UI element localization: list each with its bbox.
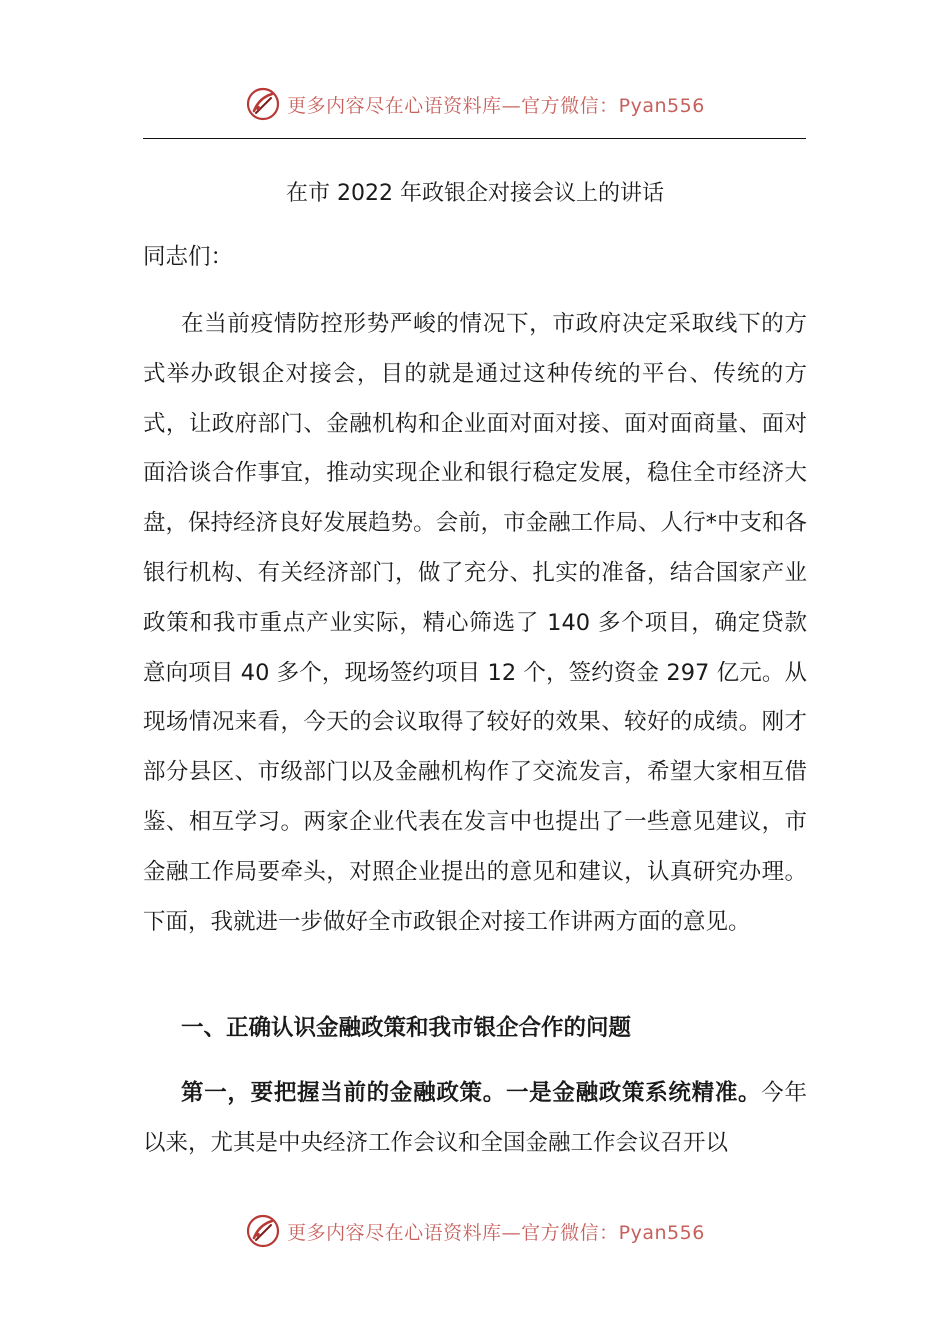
- header-divider: [143, 138, 806, 139]
- banner-wechat-id: Pyan556: [618, 1221, 705, 1244]
- paragraph-2-lead: 第一，要把握当前的金融政策。一是金融政策系统精准。: [181, 1080, 762, 1106]
- salutation: 同志们：: [143, 244, 234, 270]
- paragraph-2-body: 今年以来，尤其是中央经济工作会议和全国金融工作会议召开以: [143, 1080, 807, 1156]
- pen-logo-icon: [245, 86, 281, 122]
- footer-banner: [0, 1207, 950, 1255]
- banner-wechat-id: Pyan556: [618, 94, 705, 117]
- document-title: 在市 2022 年政银企对接会议上的讲话: [286, 181, 664, 206]
- header-banner: [0, 80, 950, 128]
- banner-slogan: 更多内容尽在心语资料库—官方微信：: [287, 1221, 619, 1244]
- banner-text: [287, 1218, 705, 1245]
- paragraph-1: 在当前疫情防控形势严峻的情况下，市政府决定采取线下的方式举办政银企对接会，目的就是通过这种传统的平台、传统的方式，让政府部门、金融机构和企业面对面对接、面对面商量、面对面洽谈合作事宜，推动实现企业和银行稳定发展，稳住全市经济大盘，保持经济良好发展趋势。会前，市金融工作局、人行*中支和各银行机构、有关经济部门，做了充分、扎实的准备，结合国家产业政策和我市重点产业实际，精心筛选了 140 多个项目，确定贷款意向项目 40 多个，现场签约项目 12 个，签约资金 297 亿元。从现场情况来看，今天的会议取得了较好的效果、较好的成绩。刚才部分县区、市级部门以及金融机构作了交流发言，希望大家相互借鉴、相互学习。两家企业代表在发言中也提出了一些意见建议，市金融工作局要牵头，对照企业提出的意见和建议，认真研究办理。下面，我就进一步做好全市政银企对接工作讲两方面的意见。: [143, 311, 807, 935]
- banner-text: [287, 91, 705, 118]
- section-heading-1: 一、正确认识金融政策和我市银企合作的问题: [181, 1015, 632, 1041]
- pen-logo-icon: [245, 1213, 281, 1249]
- paragraph-2: [143, 1068, 807, 1168]
- banner-slogan: 更多内容尽在心语资料库—官方微信：: [287, 94, 619, 117]
